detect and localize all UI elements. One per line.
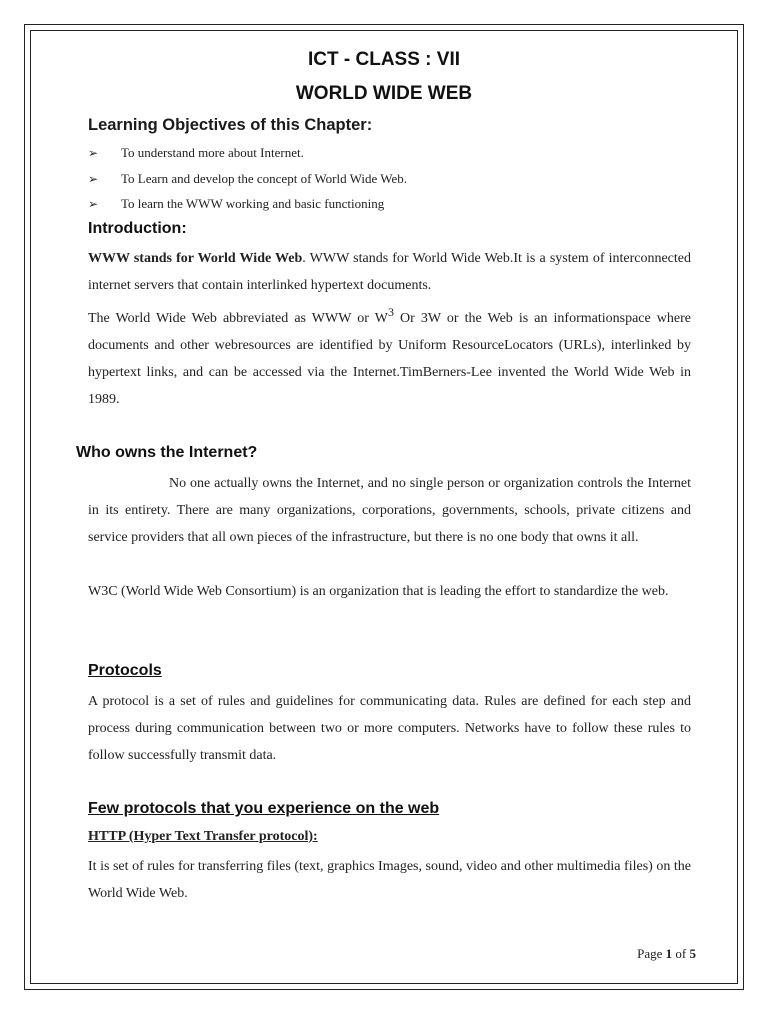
www-definition-bold: WWW stands for World Wide Web	[88, 251, 303, 266]
page-total: 5	[689, 946, 696, 961]
page-of-label: of	[675, 946, 687, 961]
list-item	[88, 143, 407, 169]
list-item	[88, 169, 407, 195]
arrow-bullet-icon: ➢	[88, 171, 99, 186]
document-subtitle: WORLD WIDE WEB	[295, 83, 473, 104]
www-definition-text: . WWW stands for World Wide Web.It is a system of interconnected internet servers that contain interlinked hypertext documents.	[88, 251, 691, 293]
objective-text: To understand more about Internet.	[121, 145, 304, 160]
arrow-bullet-icon: ➢	[88, 197, 99, 211]
ownership-heading: Who owns the Internet?	[76, 444, 258, 461]
superscript-3: 3	[387, 305, 394, 319]
ownership-paragraph-2: W3C (World Wide Web Consortium) is an organization that is leading the effort to standardize the web.	[88, 584, 669, 599]
introduction-heading: Introduction:	[88, 220, 187, 237]
objectives-heading: Learning Objectives of this Chapter:	[88, 116, 373, 134]
introduction-paragraph-2	[88, 305, 691, 413]
list-item	[88, 194, 407, 220]
page-number	[637, 946, 696, 962]
objectives-list	[88, 143, 407, 220]
page-current: 1	[665, 946, 673, 961]
http-heading: HTTP (Hyper Text Transfer protocol):	[88, 829, 318, 844]
introduction-paragraph-1	[88, 245, 691, 299]
ownership-paragraph-1: No one actually owns the Internet, and no single person or organization controls the Internet in its entirety. There are many organizations, corporations, governments, schools, private citizens and service providers that all own pieces of the infrastructure, but there is no one body that owns it all.	[88, 476, 691, 545]
protocols-heading: Protocols	[88, 662, 162, 679]
web-protocols-heading: Few protocols that you experience on the web	[88, 800, 440, 817]
w3-text-after: Or 3W or the Web is an informationspace where documents and other webresources are identified by Uniform ResourceLocators (URLs), interlinked by hypertext links, and can be accessed via the Internet.TimBerners-Lee invented the World Wide Web in 1989.	[88, 311, 691, 407]
objective-text: To learn the WWW working and basic functioning	[121, 196, 385, 211]
page-label: Page	[637, 946, 663, 961]
arrow-bullet-icon: ➢	[88, 146, 99, 160]
http-paragraph: It is set of rules for transferring files (text, graphics Images, sound, video and other multimedia files) on the World Wide Web.	[88, 859, 691, 901]
objective-text: To Learn and develop the concept of World Wide Web.	[121, 170, 407, 186]
protocols-paragraph: A protocol is a set of rules and guidelines for communicating data. Rules are defined for each step and process during communication between two or more computers. Networks have to follow these rules to follow successfully transmit data.	[88, 694, 691, 763]
w3-text-before: The World Wide Web abbreviated as WWW or W	[88, 311, 388, 326]
document-title: ICT - CLASS : VII	[308, 49, 460, 70]
